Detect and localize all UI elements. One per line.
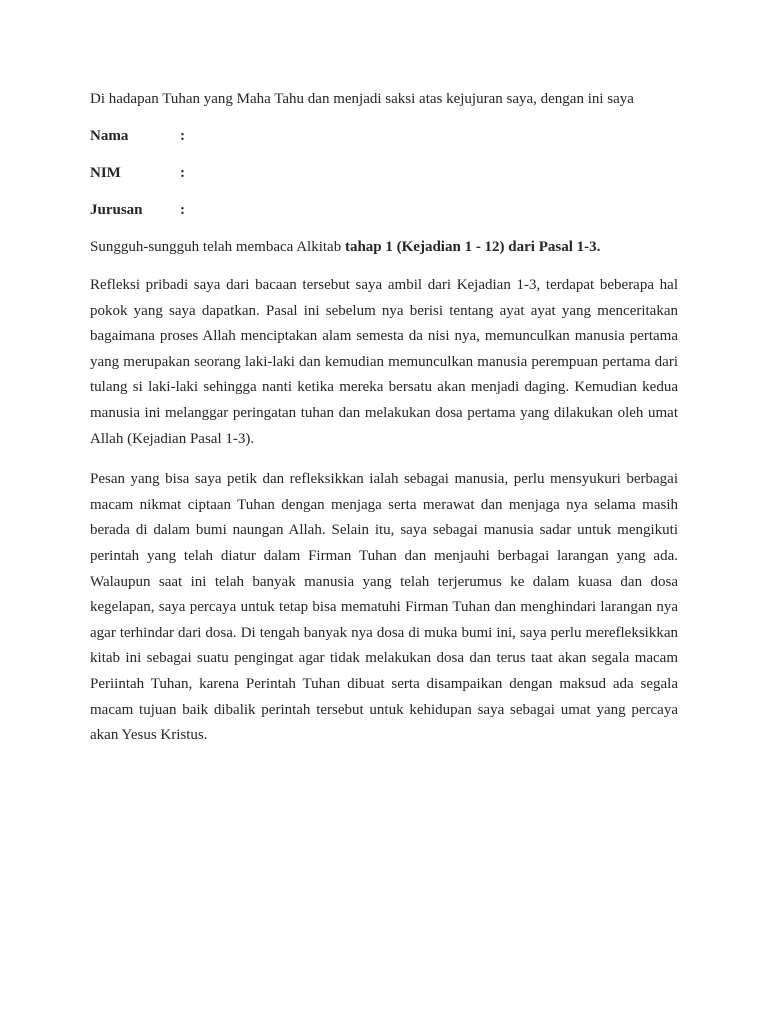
intro-text: Di hadapan Tuhan yang Maha Tahu dan menjadi saksi atas kejujuran saya, dengan ini saya <box>90 91 634 107</box>
field-label-nama: Nama <box>90 128 129 144</box>
reading-statement <box>90 236 678 258</box>
field-label-nim: NIM <box>90 165 121 181</box>
field-colon: : <box>180 202 185 218</box>
reflection-paragraph: Refleksi pribadi saya dari bacaan tersebut saya ambil dari Kejadian 1-3, terdapat beberapa hal pokok yang saya dapatkan. Pasal ini sebelum nya berisi tentang ayat ayat yang menceritakan bagaimana proses Allah menciptakan alam semesta da nisi nya, memunculkan manusia pertama yang merupakan seorang laki-laki dan kemudian memunculkan manusia perempuan pertama dari tulang si laki-laki sehingga nanti ketika mereka bersatu akan menjadi daging. Kemudian kedua manusia ini melanggar peringatan tuhan dan melakukan dosa pertama yang dilakukan oleh umat Allah (Kejadian Pasal 1-3). <box>90 277 678 447</box>
message-paragraph: Pesan yang bisa saya petik dan refleksikkan ialah sebagai manusia, perlu mensyukuri berbagai macam nikmat ciptaan Tuhan dengan menjaga serta merawat dan menjaga nya selama masih berada di dalam bumi naungan Allah. Selain itu, saya sebagai manusia sadar untuk mengikuti perintah yang telah diatur dalam Firman Tuhan dan menjauhi berbagai larangan yang ada. Walaupun saat ini telah banyak manusia yang telah terjerumus ke dalam kuasa dan dosa kegelapan, saya percaya untuk tetap bisa mematuhi Firman Tuhan dan menghindari larangan nya agar terhindar dari dosa. Di tengah banyak nya dosa di muka bumi ini, saya perlu merefleksikkan kitab ini sebagai suatu pengingat agar tidak melakukan dosa dan terus taat akan segala macam Periintah Tuhan, karena Perintah Tuhan dibuat serta disampaikan dengan maksud ada segala macam tujuan baik dibalik perintah tersebut untuk kehidupan saya sebagai umat yang percaya akan Yesus Kristus. <box>90 471 678 744</box>
field-colon: : <box>180 128 185 144</box>
field-colon: : <box>180 165 185 181</box>
field-label-jurusan: Jurusan <box>90 202 143 218</box>
field-row-nama <box>90 125 678 147</box>
field-row-jurusan <box>90 199 678 221</box>
field-row-nim <box>90 162 678 184</box>
statement-bold-text: tahap 1 (Kejadian 1 - 12) dari Pasal 1-3. <box>344 239 601 255</box>
document-page <box>90 88 678 764</box>
statement-text: Sungguh-sungguh telah membaca Alkitab <box>90 239 345 255</box>
